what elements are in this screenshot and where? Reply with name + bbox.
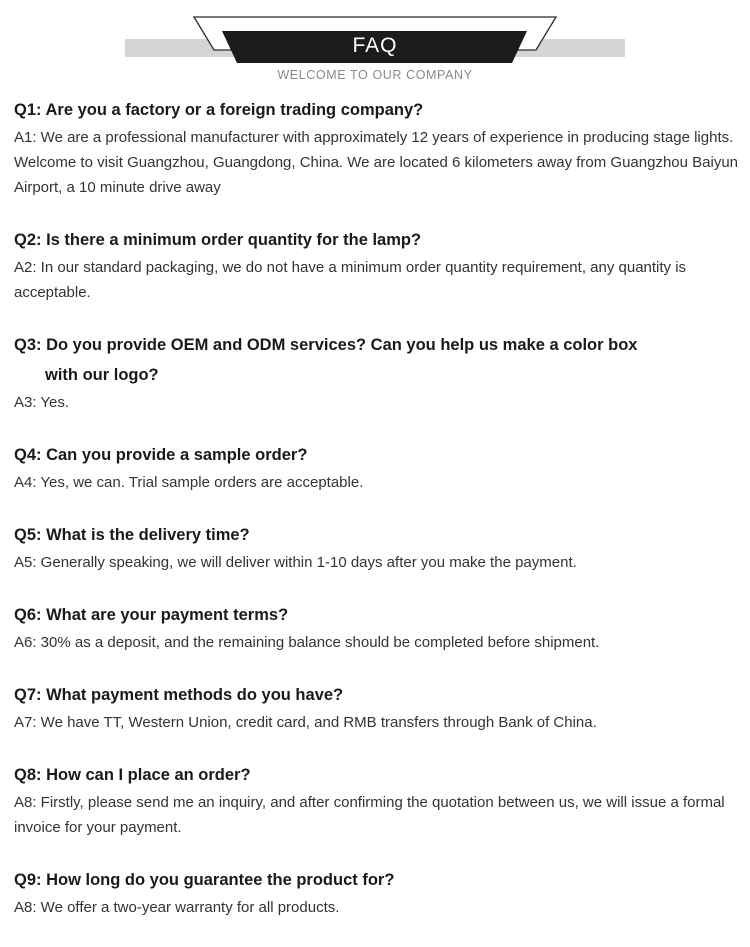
faq-question: Q5: What is the delivery time? [14,526,250,544]
faq-answer: A4: Yes, we can. Trial sample orders are acceptable. [14,474,364,491]
faq-item [14,520,740,600]
faq-item [14,600,740,680]
faq-item [14,865,740,925]
faq-item [14,330,740,440]
faq-item [14,680,740,760]
faq-question: Q9: How long do you guarantee the product for? [14,871,395,889]
faq-question-continuation: with our logo? [45,366,159,384]
faq-answer: A7: We have TT, Western Union, credit card, and RMB transfers through Bank of China. [14,714,597,731]
faq-answer: A5: Generally speaking, we will deliver within 1-10 days after you make the payment. [14,554,577,571]
faq-answer: A8: Firstly, please send me an inquiry, and after confirming the quotation between us, we will issue a formal invoice for your payment. [14,794,725,836]
faq-answer: A1: We are a professional manufacturer with approximately 12 years of experience in producing stage lights. Welcome to visit Guangzhou, Guangdong, China. We are located 6 kilometers away from Guangzhou Baiyun Airport, a 10 minute drive away [14,129,739,196]
faq-answer: A2: In our standard packaging, we do not have a minimum order quantity requirement, any quantity is acceptable. [14,259,687,301]
faq-item [14,95,740,225]
faq-item [14,760,740,865]
faq-question: Q6: What are your payment terms? [14,606,289,624]
faq-question: Q8: How can I place an order? [14,766,251,784]
faq-question: Q7: What payment methods do you have? [14,686,344,704]
faq-question: Q2: Is there a minimum order quantity for the lamp? [14,231,422,249]
faq-question-line: Q3: Do you provide OEM and ODM services? Can you help us make a color box [14,336,638,354]
page-subtitle: WELCOME TO OUR COMPANY [277,68,473,82]
faq-answer: A3: Yes. [14,394,70,411]
faq-item [14,225,740,330]
page-title: FAQ [352,34,398,57]
faq-answer: A8: We offer a two-year warranty for all products. [14,899,340,916]
faq-question: Q4: Can you provide a sample order? [14,446,308,464]
faq-question: Q1: Are you a factory or a foreign trading company? [14,101,424,119]
faq-banner [0,0,750,90]
faq-item [14,440,740,520]
faq-list [14,95,740,925]
faq-answer: A6: 30% as a deposit, and the remaining balance should be completed before shipment. [14,634,600,651]
faq-question [14,330,740,390]
